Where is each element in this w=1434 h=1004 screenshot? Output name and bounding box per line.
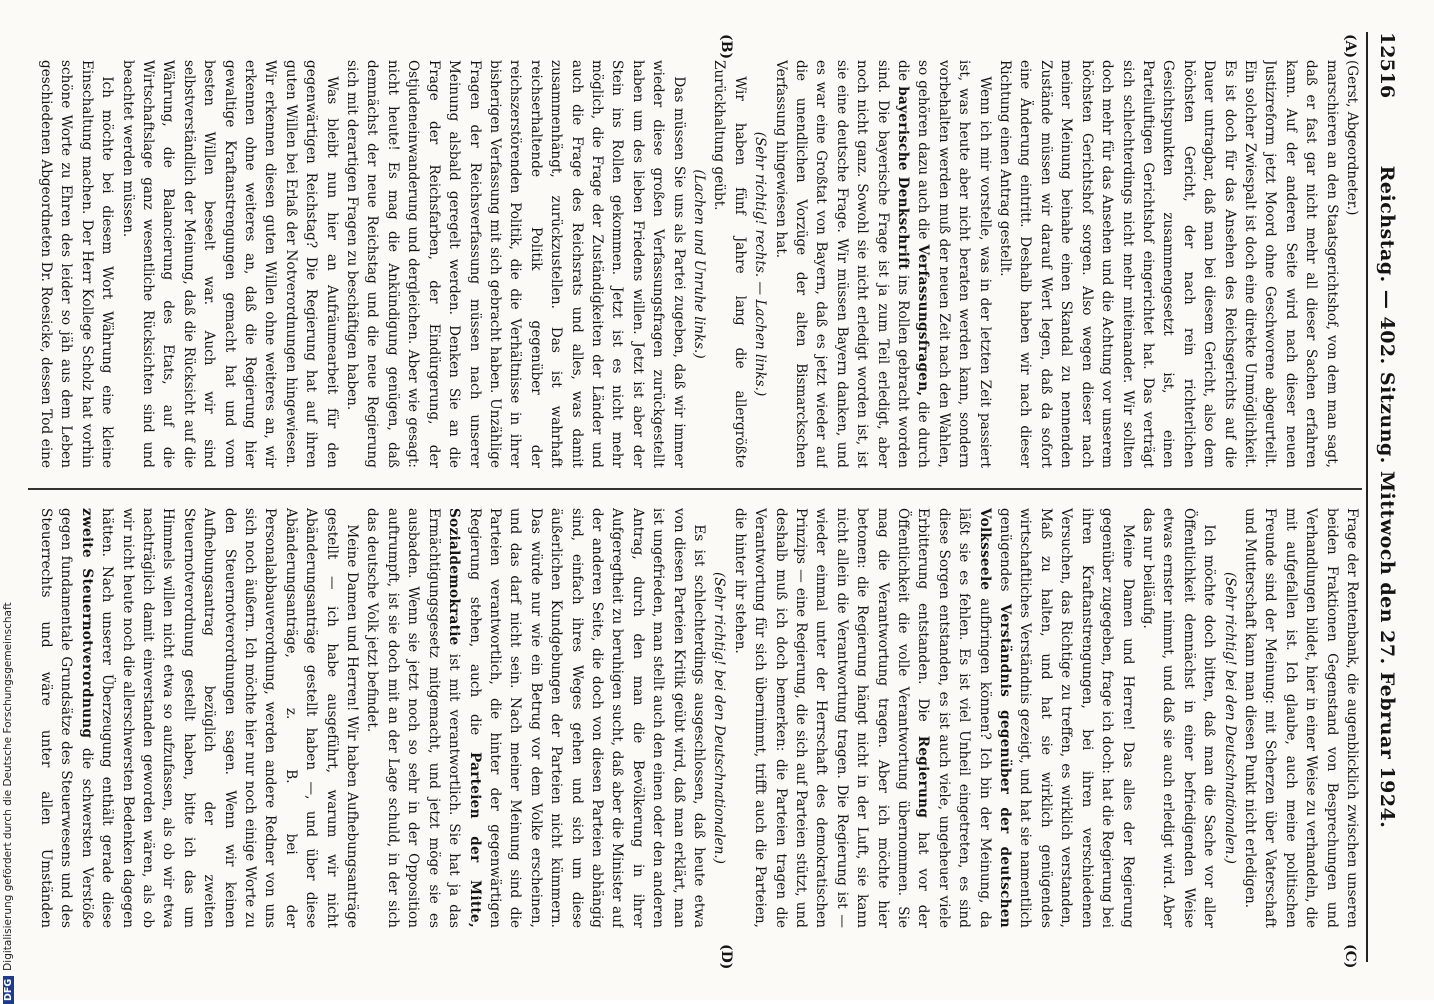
margin-letter-c: (C)	[1342, 944, 1358, 969]
bold-term: Verfassungsfragen,	[915, 244, 932, 397]
margin-letter-d: (D)	[718, 944, 734, 970]
left-text-column	[34, 60, 1362, 468]
paragraph: Meine Damen und Herren! Wir haben Aufhebungsanträge gestellt — ich habe ausgeführt, warum wir nicht Abänderungsanträge gestellt haben —, und über diese Abänderungsanträge, z. B. bei der Personalabbauverordnung, werden andere Redner von uns sich noch äußern. Ich möchte hier nur noch einige Worte zu den Steuernotverordnungen sagen. Wenn wir keinen Aufhebungsantrag bezüglich der zweiten Steuernotverordnung gestellt haben, bitte ich das um Himmels willen nicht etwa so aufzufassen, als ob wir etwa nachträglich damit einverstanden geworden wären, als ob wir nicht heute noch die allerschwersten Bedenken dagegen hätten. Nach unserer Überzeugung enthält gerade diese zweite Steuernotverordnung die schwersten Verstöße gegen fundamentale Grundsätze des Steuerwesens und des Steuerrechts und wäre unter allen Umständen	[38, 508, 361, 928]
bold-term: bayerische Denkschrift	[895, 86, 912, 270]
bold-term: Regierung	[915, 735, 932, 819]
header-rule	[1366, 32, 1368, 962]
page-title: Reichstag. — 402. Sitzung. Mittwoch den 27. Februar 1924.	[1376, 165, 1398, 829]
digitization-credit	[2, 602, 14, 1004]
dfg-logo: DFG	[3, 976, 14, 1004]
interjection: (Sehr richtig! bei den Deutschnationalen.)	[711, 572, 728, 864]
page-header	[1370, 32, 1404, 962]
paragraph: Ich möchte bei diesem Wort Währung eine kleine Einschaltung machen. Der Herr Kollege Scholz hat vorhin schöne Worte zu Ehren des leider so jäh aus dem Leben geschiedenen Abgeordneten Dr. Roesicke, dessen Tod eine	[38, 60, 116, 468]
bold-term: zweite Steuernotverordnung	[78, 508, 95, 739]
speaker-label: (Gerst, Abgeordneter.)	[1344, 60, 1360, 216]
bold-term: Parteien der Mitte,	[466, 751, 483, 928]
margin-letter-a: (A)	[1342, 34, 1358, 59]
interjection: (Sehr richtig! bei den Deutschnationalen.)	[1221, 572, 1238, 864]
credit-text: Digitalisierung gefördert durch die Deutsche Forschungsgemeinschaft	[2, 602, 14, 971]
paragraph: marschieren an den Staatsgerichtshof, von dem man sagt, daß er fast gar nicht mehr all dieser Sachen erfahren kann. Auf der anderen Seite wird nach dieser neuen Justizreform jetzt Moord ohne Geschworene abgeurteilt. Ein solcher Zwiespalt ist doch eine direkte Unmöglichkeit. Es ist doch für das Ansehen des Reichsgerichts auf die Dauer untragbar, daß man bei diesem Gericht, also dem höchsten Gericht, der nach rein richterlichen Gesichtspunkten zusammengesetzt ist, einen Parteiluftigen Gerichtshof eingerichtet hat. Das verträgt sich schlechterdings nicht mehr miteinander. Wir sollten doch mehr für das Ansehen und die Achtung vor unserem höchsten Gerichtshof sorgen. Also wegen dieser nach meiner Meinung beinahe einen Skandal zu nennenden Zustände müssen wir darauf Wert legen, daß da sofort eine Änderung eintritt. Deshalb haben wir nach dieser Richtung einen Antrag gestellt.	[997, 60, 1340, 468]
paragraph: Meine Damen und Herren! Das alles der Regierung gegenüber zugegeben, frage ich doch: hat die Regierung bei ihren Kraftanstrengungen, bei ihren verschiedenen Versuchen, das Richtige zu treffen, es wirklich verstanden, Maß zu halten, und hat sie wirklich genügendes wirtschaftliches Verständnis gezeigt, und hat sie namentlich genügendes Verständnis gegenüber der deutschen Volksseele aufbringen können? Ich bin der Meinung, da läßt sie es fehlen. Es ist viel Unheil eingetreten, es sind diese Sorgen entstanden, es ist auch viele, ungeheuer viele Erbitterung entstanden. Die Regierung hat vor der Öffentlichkeit die volle Verantwortung übernommen. Sie mag die Verantwortung tragen. Aber ich möchte hier betonen: die Regierung hängt nicht in der Luft, sie kann nicht allein die Verantwortung tragen. Die Regierung ist — wieder einmal unter der Herrschaft des demokratischen Prinzips — eine Regierung, die sich auf Parteien stützt, und deshalb muß ich doch bemerken: die Parteien tragen die Verantwortung für sich übernimmt, trifft auch die Parteien, die hinter ihr stehen.	[731, 508, 1136, 928]
interjection: (Sehr richtig! rechts. — Lachen links.)	[752, 131, 769, 397]
margin-letter-b: (B)	[718, 34, 734, 60]
paragraph: Was bleibt nun hier an Aufräumearbeit für den gegenwärtigen Reichstag? Die Regierung hat auf ihren guten Willen bei Erlaß der Notverordnungen hingewiesen. Wir erkennen diesen guten Willen ohne weiteres an, wir erkennen ohne weiteres an, daß die Regierung hier gewaltige Kraftanstrengungen gemacht hat und vom besten Willen beseelt war. Auch wir sind selbstverständlich der Meinung, daß die Rücksicht auf die Währung, die Balancierung des Etats, auf die Wirtschaftslage ganz wesentliche Rücksichten sind und beachtet werden müssen.	[119, 60, 340, 468]
paragraph: Wenn ich mir vorstelle, was in der letzten Zeit passiert ist, was heute aber nicht beraten werden kann, sondern vorbehalten werden muß der neuen Zeit nach den Wahlen, so gehören dazu auch die Verfassungsfragen, die durch die bayerische Denkschrift ins Rollen gebracht worden sind. Die bayerische Frage ist ja zum Teil erledigt, aber noch nicht ganz. Sowohl sie nicht erledigt worden ist, ist sie eine deutsche Frage. Wir müssen Bayern danken, und es war eine Großtat von Bayern, daß es jetzt wieder auf die unendlichen Vorzüge der alten Bismarckschen Verfassung hingewiesen hat.	[772, 60, 993, 468]
bold-term: Sozialdemokratie	[446, 508, 463, 646]
bold-term: Verständnis gegenüber der deutschen Volksseele	[976, 508, 1014, 928]
paragraph: Es ist schlechterdings ausgeschlossen, daß heute etwa von diesen Parteien Kritik geübt wird, daß man erklärt, man ist ungefrieden, man stellt auch den einen oder den anderen Antrag, durch den man die Bevölkerung in ihrer Aufgeregtheit zu beruhigen sucht, daß aber die Minister auf der anderen Seite, die doch von diesen Parteien abhängig sind, einfach ihres Weges gehen und sich um diese äußerlichen Kundgebungen der Parteien nicht kümmern. Das würde nur wie ein Betrug vor dem Volke erscheinen, und das darf nicht sein. Nach meiner Meinung sind die Parteien verantwortlich, die hinter der gegenwärtigen Regierung stehen, auch die Parteien der Mitte, Sozialdemokratie ist mit verantwortlich. Sie hat ja das Ermächtigungsgesetz mitgemacht, und jetzt möge sie es ausbaden. Wenn sie jetzt noch so sehr in der Opposition auftrumpft, ist sie doch mit an der Lage schuld, in der sich das deutsche Volk jetzt befindet.	[364, 508, 707, 928]
paragraph: Ich möchte doch bitten, daß man die Sache vor aller Öffentlichkeit demnächst in einer befriedigenden Weise etwas ernster nimmt, und daß sie auch erledigt wird. Aber das nur beiläufig.	[1139, 508, 1218, 928]
page-number: 12516	[1376, 32, 1398, 99]
right-text-column	[34, 508, 1362, 928]
paragraph: Wir haben fünf Jahre lang die allergrößte Zurückhaltung geübt.	[711, 60, 748, 468]
paragraph: Das müssen Sie uns als Partei zugeben, daß wir immer wieder diese großen Verfassungsfragen zurückgestellt haben um des lieben Friedens willen. Jetzt ist aber der Stein ins Rollen gekommen. Jetzt ist es nicht mehr möglich, die Frage der Zuständigkeiten der Länder und auch die Frage des Reichsrats und alles, was damit zusammenhängt, zurückzustellen. Das ist wahrhaft reichserhaltende Politik gegenüber der reichszerstörenden Politik, die die Verhältnisse in ihrer bisherigen Verfassung mit sich gebracht haben. Unzählige Fragen der Reichsverfassung müssen nach unserer Meinung alsbald geregelt werden. Denken Sie an die Frage der Reichsfarben, der Eindürgerung, der Ostjudeneinwanderung und dergleichen. Aber wie gesagt: nicht heute! Es mag die Ankündigung genügen, daß demnächst der neue Reichstag und die neue Regierung sich mit derartigen Fragen zu beschäftigen haben.	[344, 60, 687, 468]
column-divider	[28, 488, 1362, 490]
paragraph: Frage der Rentenbank, die augenblicklich zwischen unseren beiden Fraktionen Gegenstand von Besprechungen und Verhandlungen bildet, hier in einer Weise zu verhandeln, die mit aufgefallen ist. Ich glaube, auch meine politischen Freunde sind der Meinung: mit Scherzen über Vaterschaft und Mutterschaft kann man diesen Punkt nicht erledigen.	[1241, 508, 1360, 928]
interjection: (Lachen und Unruhe links.)	[691, 169, 707, 359]
